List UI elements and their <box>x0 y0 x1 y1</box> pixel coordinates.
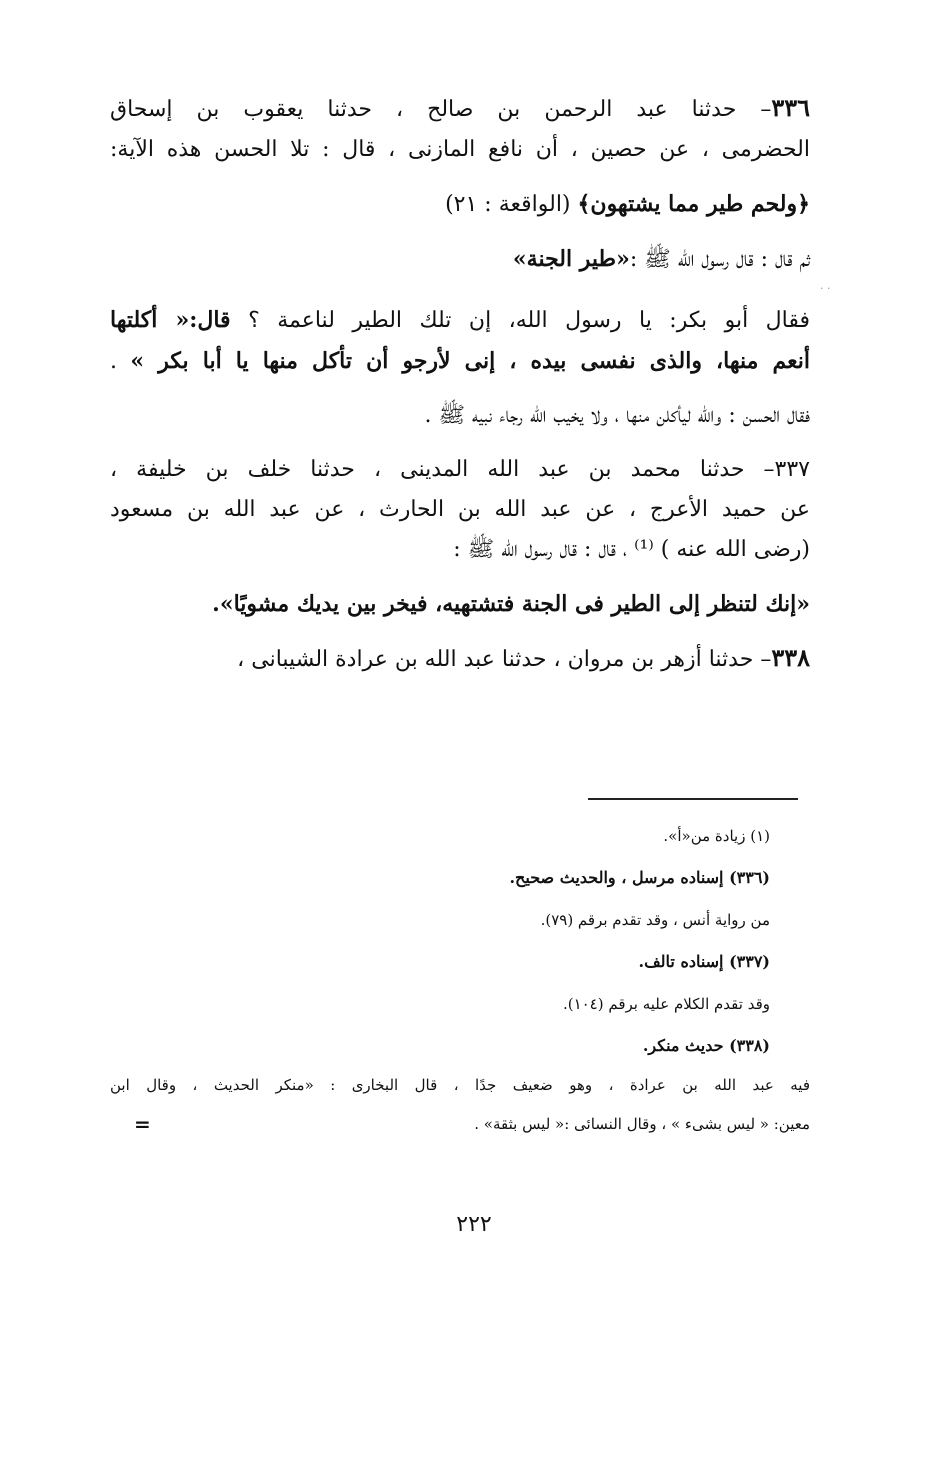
continuation-mark: = <box>134 1112 151 1136</box>
footnote-338: (٣٣٨) حديث منكر. <box>642 1036 770 1055</box>
hadith-338-line-1: ٣٣٨– حدثنا أزهر بن مروان ، حدثنا عبد الله بن عرادة الشيبانى ، <box>237 643 810 672</box>
hadith-336-line-1: ٣٣٦– حدثنا عبد الرحمن بن صالح ، حدثنا يعقوب بن إسحاق <box>110 93 810 122</box>
hadith-338-number: ٣٣٨ <box>771 643 810 672</box>
hadith-336-then-said: ثم قال : قال رسول الله ﷺ :«طير الجنة» <box>512 246 810 272</box>
page-number: ٢٢٢ <box>456 1212 492 1237</box>
hadith-337-line-1: ٣٣٧– حدثنا محمد بن عبد الله المدينى ، حدثنا خلف بن خليفة ، <box>110 457 810 482</box>
hadith-336-number: ٣٣٦ <box>771 93 810 122</box>
quran-verse: ﴿ولحم طير مما يشتهون﴾ (الواقعة : ٢١) <box>445 191 810 217</box>
footnote-338-line-2: معين: « ليس بشىء » ، وقال النسائى :« ليس بثقة» . <box>474 1115 810 1133</box>
main-text <box>110 88 810 680</box>
scan-speck: · · <box>820 282 831 295</box>
hadith-336-line-2: الحضرمى ، عن حصين ، أن نافع المازنى ، قال : تلا الحسن هذه الآية: <box>110 137 810 162</box>
hadith-337-quote: «إنك لتنظر إلى الطير فى الجنة فتشتهيه، فيخر بين يديك مشويًا». <box>212 591 810 617</box>
footnote-336: (٣٣٦) إسناده مرسل ، والحديث صحيح. <box>509 868 770 887</box>
abu-bakr-line-2: أنعم منها، والذى نفسى بيده ، إنى لأرجو أن تأكل منها يا أبا بكر » . <box>110 348 810 374</box>
footnote-divider <box>588 798 798 800</box>
hadith-337-line-3: (رضى الله عنه ) ⁽¹⁾ ، قال : قال رسول الله ﷺ : <box>453 537 810 562</box>
footnote-337: (٣٣٧) إسناده تالف. <box>638 952 770 971</box>
footnote-337-detail: وقد تقدم الكلام عليه برقم (١٠٤). <box>562 995 770 1013</box>
footnote-338-line-1: فيه عبد الله بن عرادة ، وهو ضعيف جدًا ، قال البخارى : «منكر الحديث ، وقال ابن <box>110 1076 810 1094</box>
abu-bakr-line-1: فقال أبو بكر: يا رسول الله، إن تلك الطير لناعمة ؟ قال:« أكلتها <box>110 307 811 333</box>
footnote-336-detail: من رواية أنس ، وقد تقدم برقم (٧٩). <box>540 911 770 929</box>
hadith-337-line-2: عن حميد الأعرج ، عن عبد الله بن الحارث ، عن عبد الله بن مسعود <box>110 497 810 522</box>
footnote-1: (١) زيادة من«أ». <box>663 827 770 845</box>
footnotes <box>110 815 810 1145</box>
hasan-statement: فقال الحسن : والله ليأكلن منها ، ولا يخيب الله رجاء نبيه ﷺ . <box>424 403 810 428</box>
